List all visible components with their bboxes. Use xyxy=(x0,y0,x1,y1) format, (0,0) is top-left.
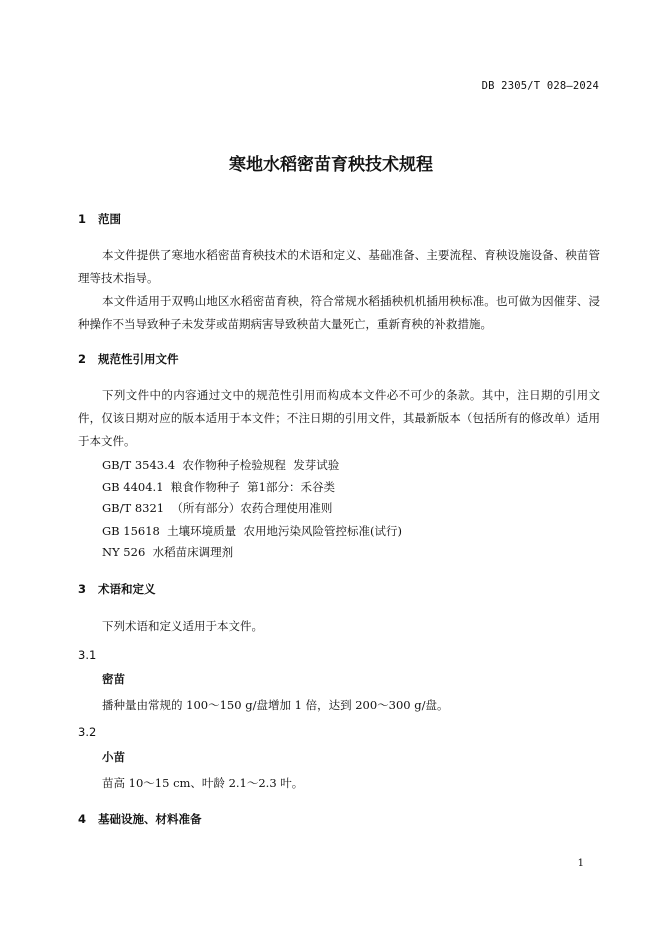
section-number: 1 xyxy=(78,212,87,226)
document-title: 寒地水稻密苗育秧技术规程 xyxy=(229,155,433,175)
section-number: 3 xyxy=(78,582,87,596)
section-heading-3 xyxy=(78,581,156,597)
section-title: 规范性引用文件 xyxy=(98,352,179,366)
reference-item: GB/T 3543.4 农作物种子检验规程 发芽试验 xyxy=(102,458,340,472)
section-number: 2 xyxy=(78,352,87,366)
term-definition: 苗高 10～15 cm、叶龄 2.1～2.3 叶。 xyxy=(102,776,304,790)
paragraph: 下列术语和定义适用于本文件。 xyxy=(102,619,263,633)
section-title: 术语和定义 xyxy=(98,582,156,596)
section-heading-1 xyxy=(78,211,121,227)
term-name: 密苗 xyxy=(102,672,125,686)
term-number: 3.1 xyxy=(78,648,97,662)
section-heading-4 xyxy=(78,811,202,827)
section-title: 基础设施、材料准备 xyxy=(98,812,202,826)
term-name: 小苗 xyxy=(102,750,125,764)
section-number: 4 xyxy=(78,812,87,826)
page-number: 1 xyxy=(577,858,584,869)
reference-item: NY 526 水稻苗床调理剂 xyxy=(102,545,234,559)
term-definition: 播种量由常规的 100～150 g/盘增加 1 倍，达到 200～300 g/盘。 xyxy=(102,698,449,712)
header-code: DB 2305/T 028—2024 xyxy=(481,80,599,92)
section-title: 范围 xyxy=(98,212,121,226)
reference-item: GB 15618 土壤环境质量 农用地污染风险管控标准(试行) xyxy=(102,524,402,538)
term-number: 3.2 xyxy=(78,725,97,739)
reference-item: GB/T 8321 （所有部分）农药合理使用准则 xyxy=(102,501,333,515)
paragraph: 本文件适用于双鸭山地区水稻密苗育秧，符合常规水稻插秧机机插用秧标准。也可做为因催芽、浸种操作不当导致种子未发芽或苗期病害导致秧苗大量死亡，重新育秧的补救措施。 xyxy=(78,294,600,331)
paragraph: 本文件提供了寒地水稻密苗育秧技术的术语和定义、基础准备、主要流程、育秧设施设备、秧苗管理等技术指导。 xyxy=(78,248,600,285)
section-heading-2 xyxy=(78,351,179,367)
paragraph: 下列文件中的内容通过文中的规范性引用而构成本文件必不可少的条款。其中，注日期的引用文件，仅该日期对应的版本适用于本文件；不注日期的引用文件，其最新版本（包括所有的修改单）适用于本文件。 xyxy=(78,388,600,448)
reference-item: GB 4404.1 粮食作物种子 第1部分：禾谷类 xyxy=(102,480,335,494)
